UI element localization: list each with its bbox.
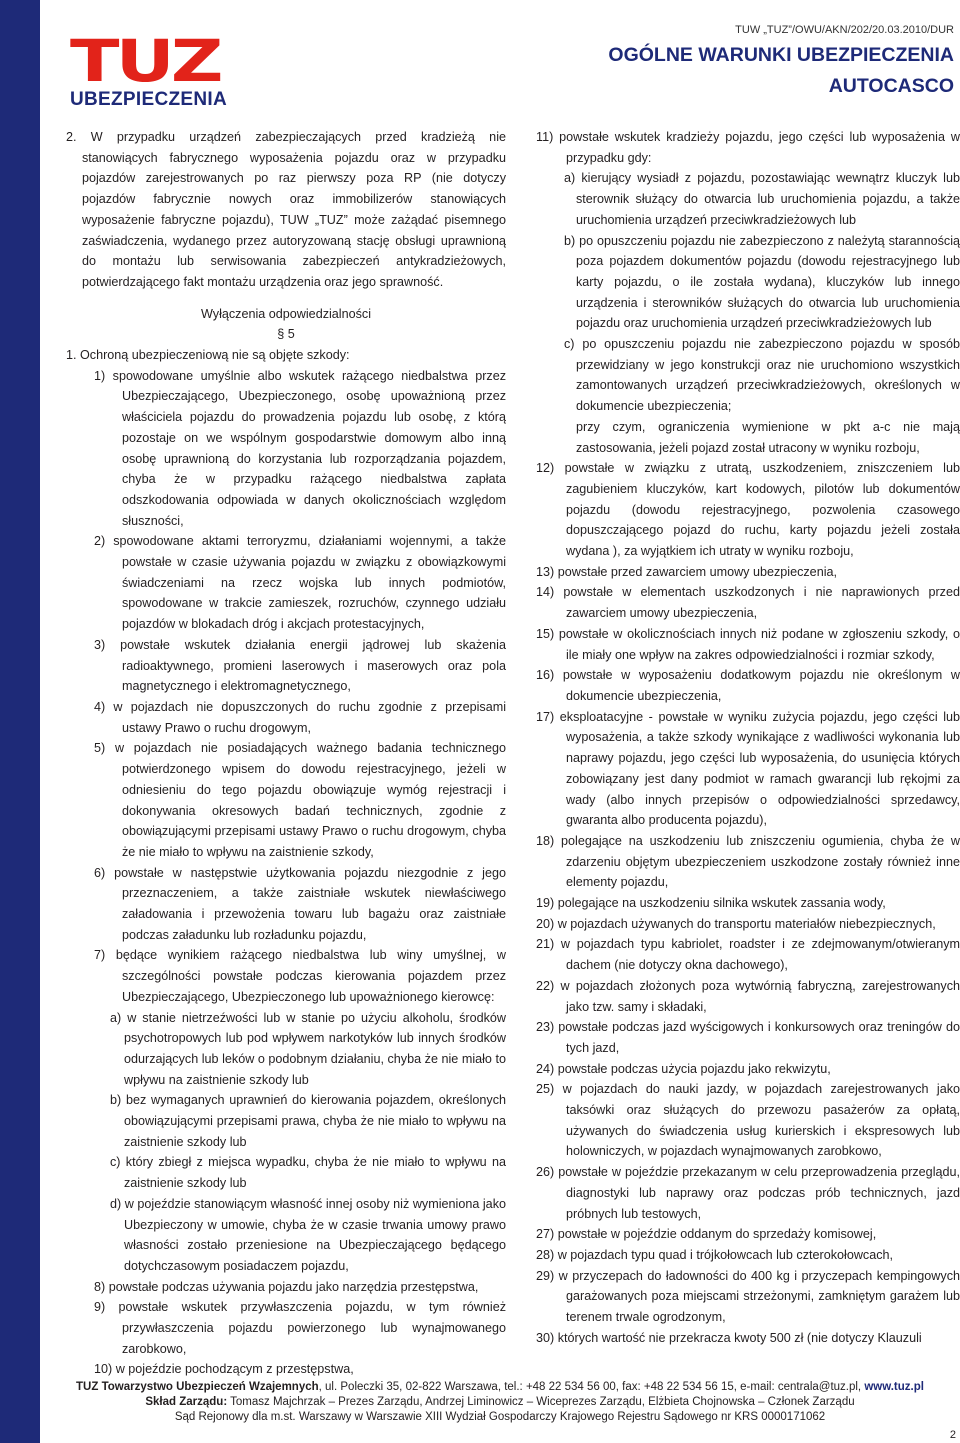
list-item: 12) powstałe w związku z utratą, uszkodzeniem, zniszczeniem lub zagubieniem kluczyków, kart kodowych, pilotów lub dokumentów pojazdu (dowodu rejestracyjnego, pozwolenia czasowego dopuszczającego pojazd do ruchu, karty pojazdu jeżeli została wydana ), za wyjątkiem ich utraty w wyniku rozboju, [536,461,960,559]
document-code: TUW „TUZ”/OWU/AKN/202/20.03.2010/DUR [735,24,954,36]
footer-board-line [40,1395,960,1410]
intro-paragraph: 2. W przypadku urządzeń zabezpieczających przed kradzieżą nie stanowiących fabrycznego wyposażenia pojazdu oraz w przypadku pojazdów zarejestrowanych po raz pierwszy poza RP (nie dotyczy pojazdów fabrycznie nowych oraz immobilizerów stanowiących wyposażenie fabryczne pojazdu), TUW „TUZ” może zażądać pisemnego zaświadczenia, wydanego przez autoryzowaną stację obsługi uprawnioną do montażu lub serwisowania zabezpieczeń antykradzieżowych, potwierdzającego fakt montażu urządzenia oraz jego sprawność. [66,130,506,289]
document-header [608,24,954,98]
left-column [66,127,506,1380]
sub-list-item: b) po opuszczeniu pojazdu nie zabezpieczono z należytą starannością poza pojazdem dokumentów pojazdu (dowodu rejestracyjnego lub karty pojazdu, o ile została wydana), kluczyków lub innego urządzenia i sterowników służących do otwarcia lub uruchomienia pojazdu oraz uruchomienia urządzeń przeciwkradzieżowych lub [564,233,960,331]
list-item: 26) powstałe w pojeździe przekazanym w celu przeprowadzenia przeglądu, diagnostyki lub naprawy oraz podczas prób technicznych, jazd próbnych lub testowych, [536,1165,960,1221]
list-item: 15) powstałe w okolicznościach innych niż podane w zgłoszeniu szkody, o ile miały one wpływ na zakres odpowiedzialności i rozmiar szkody, [536,626,960,662]
list-item: 25) w pojazdach do nauki jazdy, w pojazdach zarejestrowanych jako taksówki oraz służących do przewozu pasażerów za opłatą, używanych do świadczenia usług kurierskich i ekspresowych lub holowniczych, w pojazdach wynajmowanych zarobkowo, [536,1082,960,1159]
section-number: § 5 [277,327,295,342]
list-item: 8) powstałe podczas używania pojazdu jako narzędzia przestępstwa, [94,1279,479,1294]
list-item: 29) w przyczepach do ładowności do 400 kg i przyczepach kempingowych garażowanych poza miejscami strzeżonymi, zamkniętym garażem lub terenem trwale ogrodzonym, [536,1268,960,1325]
list-item: 22) w pojazdach złożonych poza wytwórnią fabryczną, zarejestrowanych jako tzw. samy i składaki, [536,978,960,1014]
list-item: 20) w pojazdach używanych do transportu materiałów niebezpiecznych, [536,916,936,931]
list-item: 10) w pojeździe pochodzącym z przestępstwa, [94,1362,354,1377]
left-color-bar [0,0,40,1443]
exclusions-list-continued [66,1277,506,1381]
list-item: 1) spowodowane umyślnie albo wskutek rażącego niedbalstwa przez Ubezpieczającego, Ubezpieczonego, osobę upoważnioną przez właściciela pojazdu do prowadzenia pojazdu lub osobę, z którą pozostaje on we wspólnym gospodarstwie domowym albo inną osobę uprawnioną do korzystania lub rozporządzania pojazdem, chyba że w przypadku rażącego niedbalstwa zapłata odszkodowania odpowiada w danych okolicznościach względom słuszności, [94,368,506,528]
page-number: 2 [949,1429,956,1441]
list-item: 30) których wartość nie przekracza kwoty 500 zł (nie dotyczy Klauzuli [536,1330,922,1345]
list-item: 24) powstałe podczas użycia pojazdu jako rekwizytu, [536,1061,831,1076]
document-title-line1: OGÓLNE WARUNKI UBEZPIECZENIA [608,44,954,66]
board-members: Tomasz Majchrzak – Prezes Zarządu, Andrzej Liminowicz – Wiceprezes Zarządu, Elżbieta Chojnowska – Członek Zarządu [227,1396,855,1408]
list-item: 6) powstałe w następstwie użytkowania pojazdu niezgodnie z jego przeznaczeniem, a także zaistniałe wskutek niewłaściwego załadowania i przewożenia towaru lub bagażu oraz zaistniałe podczas załadunku lub rozładunku pojazdu, [94,865,506,942]
list-item: 3) powstałe wskutek działania energii jądrowej lub skażenia radioaktywnego, promieni laserowych i maserowych oraz pola magnetycznego i elektromagnetycznego, [94,637,506,694]
list-item: 4) w pojazdach nie dopuszczonych do ruchu zgodnie z przepisami ustawy Prawo o ruchu drogowym, [94,699,506,735]
tuz-logo [70,27,240,111]
right-column [536,127,960,1348]
company-address: , ul. Poleczki 35, 02-822 Warszawa, tel.: +48 22 534 56 00, fax: +48 22 534 56 15, e-mail: centrala@tuz.pl, [318,1381,865,1393]
list-item: 21) w pojazdach typu kabriolet, roadster i ze zdejmowanym/otwieranym dachem (nie dotyczy okna dachowego), [536,937,960,973]
list-item: 16) powstałe w wyposażeniu dodatkowym pojazdu nie określonym w dokumencie ubezpieczenia, [536,668,960,703]
item-note: przy czym, ograniczenia wymienione w pkt a-c nie mają zastosowania, jeżeli pojazd został utracony w wyniku rozboju, [576,419,960,455]
sub-list-item: a) kierujący wysiadł z pojazdu, pozostawiając wewnątrz kluczyk lub sterownik służący do otwarcia lub uruchomienia pojazdu, a także uruchomienia urządzeń przeciwkradzieżowych lub [564,171,960,227]
list-item: 23) powstałe podczas jazd wyścigowych i konkursowych oraz treningów do tych jazd, [536,1020,960,1055]
list-item: 2) spowodowane aktami terroryzmu, działaniami wojennymi, a także powstałe w czasie używania pojazdu w związku z obowiązkowymi świadczeniami na rzecz wojska lub innych podmiotów, spowodowane w trakcie zamieszek, rozruchów, czynnego udziału pojazdów w blokadach dróg i akcjach protestacyjnych, [94,534,506,632]
logo-sub-text: UBEZPIECZENIA [70,89,227,110]
company-name: TUZ Towarzystwo Ubezpieczeń Wzajemnych [76,1381,319,1393]
list-item: 14) powstałe w elementach uszkodzonych i nie naprawionych przed zawarciem umowy ubezpieczenia, [536,585,960,621]
list-item: 9) powstałe wskutek przywłaszczenia pojazdu, w tym również przywłaszczenia pojazdu powierzonego lub wynajmowanego zarobkowo, [94,1300,506,1356]
list-item: 27) powstałe w pojeździe oddanym do sprzedaży komisowej, [536,1227,877,1242]
list-item: 11) powstałe wskutek kradzieży pojazdu, jego części lub wyposażenia w przypadku gdy: [536,130,960,165]
section-lead: 1. Ochroną ubezpieczeniową nie są objęte szkody: [66,348,350,363]
sub-list-item: c) po opuszczeniu pojazdu nie zabezpieczono pojazdu w sposób przewidziany w jego konstrukcji oraz nie uruchomiono wszystkich zamontowanych urządzeń przeciwkradzieżowych, określonych w dokumencie ubezpieczenia; [564,337,960,414]
sub-list-item: d) w pojeździe stanowiącym własność innej osoby niż wymieniona jako Ubezpieczony w umowie, chyba że w czasie trwania umowy prawo własności zostało przeniesione na Ubezpieczającego będącego dotychczasowym posiadaczem pojazdu, [110,1196,506,1273]
document-title-line2: AUTOCASCO [828,75,954,97]
list-item: 7) będące wynikiem rażącego niedbalstwa lub winy umyślnej, w szczególności powstałe podczas kierowania pojazdem przez Ubezpieczającego, Ubezpieczonego lub upoważnionego kierowcę: [94,948,506,1004]
exclusions-list [66,366,506,1008]
list-item: 5) w pojazdach nie posiadających ważnego badania technicznego potwierdzonego wpisem do dowodu rejestracyjnego, jeżeli w odniesieniu do tego pojazdu obowiązuje wymóg rejestracji i dokonywania okresowych badań technicznych, zgodnie z obowiązującymi przepisami ustawy Prawo o ruchu drogowym, chyba że nie miało to wpływu na zaistnienie szkody, [94,741,506,859]
page-footer [40,1380,960,1425]
sub-list-item: c) który zbiegł z miejsca wypadku, chyba że nie miało to wpływu na zaistnienie szkody lub [110,1155,506,1191]
section-title: Wyłączenia odpowiedzialności [201,306,371,321]
footer-court-line: Sąd Rejonowy dla m.st. Warszawy w Warszawie XIII Wydział Gospodarczy Krajowego Rejestru Sądowego nr KRS 0000171062 [174,1411,826,1423]
list-item: 19) polegające na uszkodzeniu silnika wskutek zassania wody, [536,896,886,911]
list-item: 28) w pojazdach typu quad i trójkołowcach lub czterokołowcach, [536,1247,894,1262]
subitems-list [66,1008,506,1277]
list-item: 18) polegające na uszkodzeniu lub zniszczeniu ogumienia, chyba że w zdarzeniu objętym ubezpieczeniem uszkodzone zostały również inne elementy pojazdu, [536,833,960,890]
website-link[interactable]: www.tuz.pl [864,1381,924,1393]
sub-list-item: b) bez wymaganych uprawnień do kierowania pojazdem, określonych obowiązującymi przepisami prawa, chyba że nie miało to wpływu na zaistnienie szkody lub [110,1093,506,1149]
board-label: Skład Zarządu: [145,1396,228,1408]
footer-company-line [40,1380,960,1395]
sub-list-item: a) w stanie nietrzeźwości lub w stanie po użyciu alkoholu, środków psychotropowych lub pod wpływem narkotyków lub innych środków odurzających lub leków o podobnym działaniu, chyba że nie miało to wpływu na zaistnienie szkody lub [110,1010,506,1087]
list-item: 13) powstałe przed zawarciem umowy ubezpieczenia, [536,564,837,579]
list-item: 17) eksploatacyjne - powstałe w wyniku zużycia pojazdu, jego części lub wyposażenia, a także szkody wynikające z wadliwości wykonania lub naprawy pojazdu, jego części lub wyposażenia, do usunięcia których zobowiązany jest dany podmiot w ramach gwarancji lub rękojmi za wady (albo innych przepisów o odpowiedzialności sprzedawcy, gwaranta albo producenta pojazdu), [536,709,960,828]
logo-main-text: TUZ [70,27,220,95]
